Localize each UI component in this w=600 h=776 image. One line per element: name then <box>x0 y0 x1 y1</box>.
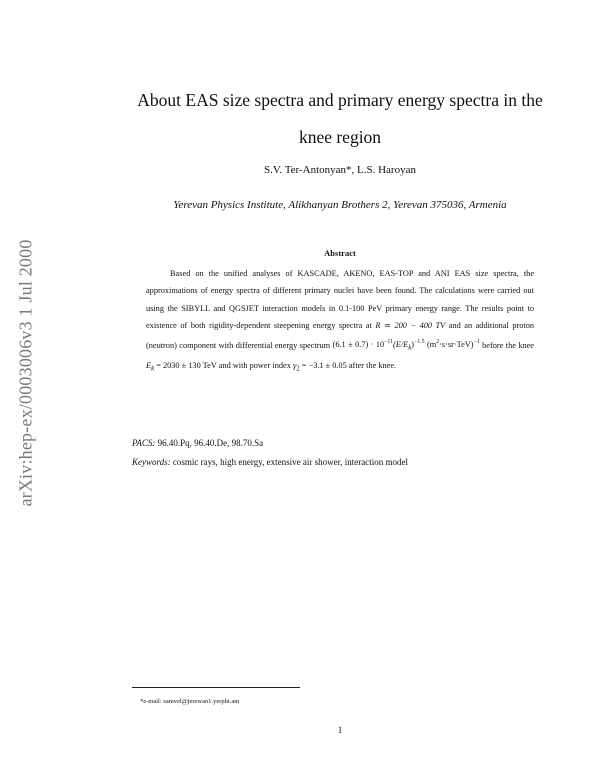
title-line-1: About EAS size spectra and primary energy spectra in the <box>137 90 543 110</box>
abstract-text-5: after the knee. <box>346 361 397 371</box>
pacs-line <box>132 438 572 448</box>
footnote-rule <box>132 687 300 688</box>
rigidity-range: R ≃ 200 − 400 TV <box>375 321 446 331</box>
arxiv-identifier <box>6 228 46 518</box>
page-number: 1 <box>337 725 343 735</box>
abstract-text-2: and an additional proton (neutron) component with differential energy spectrum <box>146 321 534 350</box>
title-line-2: knee region <box>298 127 382 147</box>
affiliation: Yerevan Physics Institute, Alikhanyan Brothers 2, Yerevan 375036, Armenia <box>173 199 507 211</box>
knee-energy: $E_k = 2030 \pm 130$ TeV <box>146 361 217 374</box>
power-index: $\gamma_2 = -3.1 \pm 0.05$ <box>292 361 347 374</box>
footnote: *e-mail: samvel@jerewan1.yerphi.am <box>140 698 240 705</box>
spectrum-formula: $(6.1 \pm 0.7) \cdot 10^{-11}(E/E_k)^{-1.5}$ $(m^2\cdot s\cdot sr\cdot TeV)^{-1}$ <box>332 339 480 353</box>
abstract-text-1: Based on the unified analyses of KASCADE, AKENO, EAS-TOP and ANI EAS size spectra, the approximations of energy spectra of different primary nuclei have been found. The calculations were carried out using the SIBYLL and QGSJET interaction models in 0.1-100 PeV primary energy range. The results point to existence of both rigidity-dependent steepening energy spectra at <box>146 269 534 331</box>
pacs-value: 96.40.Pq, 96.40.De, 98.70.Sa <box>155 438 264 448</box>
arxiv-id-text: arXiv:hep-ex/0003006v3 1 Jul 2000 <box>15 239 36 507</box>
abstract-text-3: before the knee <box>479 340 534 350</box>
pacs-label: PACS: <box>132 438 156 448</box>
keywords-label: Keywords: <box>132 457 171 467</box>
abstract-heading: Abstract <box>324 248 356 258</box>
keywords-value: cosmic rays, high energy, extensive air shower, interaction model <box>170 457 408 467</box>
keywords-line <box>132 457 572 467</box>
abstract-body <box>146 265 534 379</box>
abstract-text-4: and with power index <box>216 361 293 371</box>
paper-title <box>120 82 560 156</box>
authors: S.V. Ter-Antonyan*, L.S. Haroyan <box>264 164 416 176</box>
